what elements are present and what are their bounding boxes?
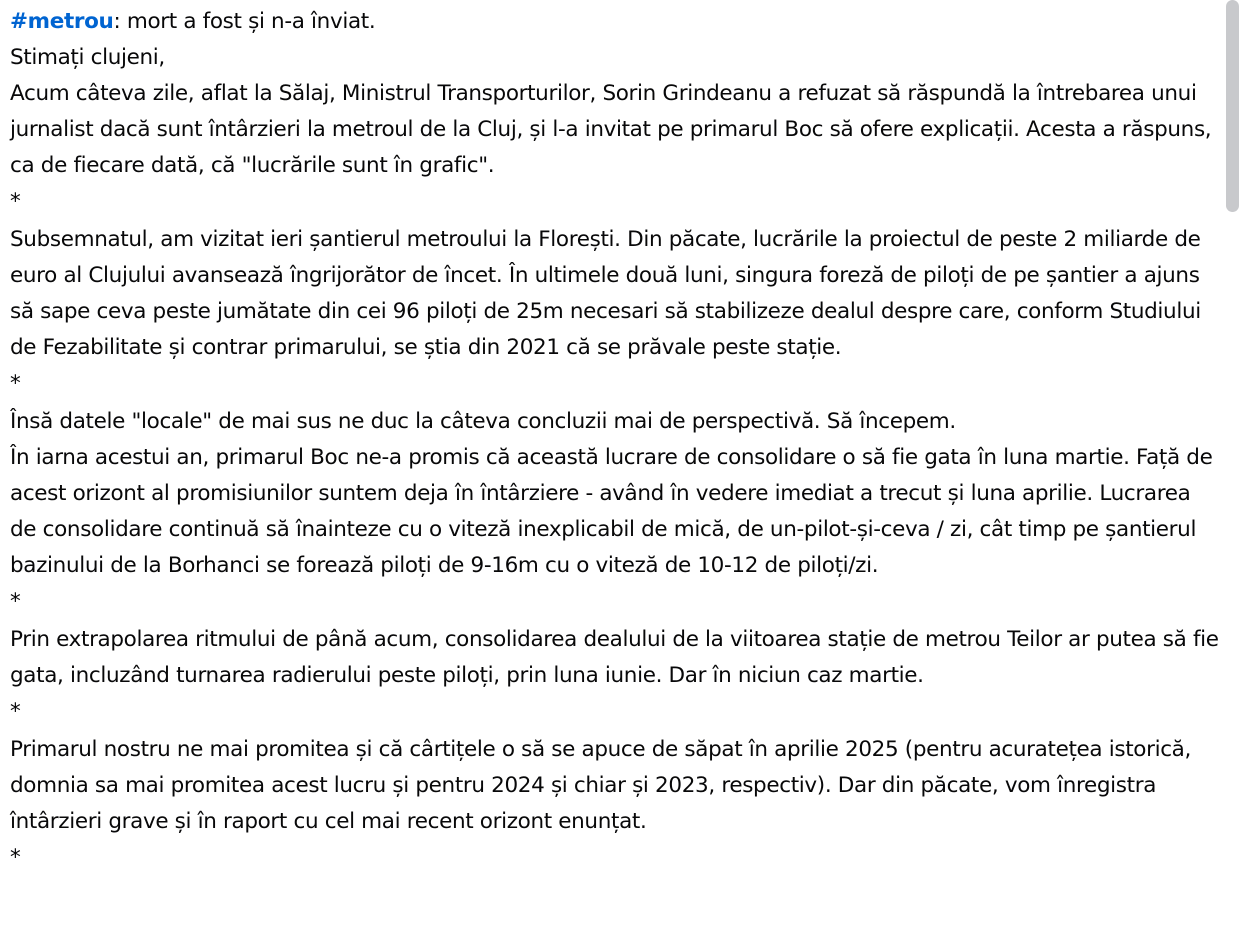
vertical-scrollbar[interactable]	[1222, 0, 1242, 939]
separator-asterisk: *	[10, 371, 21, 396]
post-first-line	[10, 4, 1222, 40]
first-line-text: : mort a fost și n-a înviat.	[113, 9, 376, 34]
scroll-thumb[interactable]	[1226, 0, 1239, 212]
post-paragraph: Însă datele "locale" de mai sus ne duc la câteva concluzii mai de perspectivă. Să începem.	[10, 409, 956, 434]
post-paragraph: Acum câteva zile, aflat la Sălaj, Ministrul Transporturilor, Sorin Grindeanu a refuzat să răspundă la întrebarea unui jurnalist dacă sunt întârzieri la metroul de la Cluj, și l-a invitat pe primarul Boc să ofere explicații. Acesta a răspuns, ca de fiecare dată, că "lucrările sunt în grafic".	[10, 81, 1212, 178]
post-paragraph: Prin extrapolarea ritmului de până acum, consolidarea dealului de la viitoarea stație de metrou Teilor ar putea să fie gata, incluzând turnarea radierului peste piloți, prin luna iunie. Dar în niciun caz martie.	[10, 627, 1219, 688]
post-paragraph: În iarna acestui an, primarul Boc ne-a promis că această lucrare de consolidare o să fie gata în luna martie. Față de acest orizont al promisiunilor suntem deja în întârziere - având în vedere imediat a trecut și luna aprilie. Lucrarea de consolidare continuă să înainteze cu o viteză inexplicabil de mică, de un-pilot-și-ceva / zi, cât timp pe șantierul bazinului de la Borhanci se forează piloți de 9-16m cu o viteză de 10-12 de piloți/zi.	[10, 445, 1213, 578]
post-paragraph: Primarul nostru ne mai promitea și că cârtițele o să se apuce de săpat în aprilie 2025 (pentru acuratețea istorică, domnia sa mai promitea acest lucru și pentru 2024 și chiar și 2023, respectiv). Dar din păcate, vom înregistra întârzieri grave și în raport cu cel mai recent orizont enunțat.	[10, 737, 1191, 834]
post-paragraph: Subsemnatul, am vizitat ieri șantierul metroului la Florești. Din păcate, lucrările la proiectul de peste 2 miliarde de euro al Clujului avansează îngrijorător de încet. În ultimele două luni, singura foreză de piloți de pe șantier a ajuns să sape ceva peste jumătate din cei 96 piloți de 25m necesari să stabilizeze dealul despre care, conform Studiului de Fezabilitate și contrar primarului, se știa din 2021 că se prăvale peste stație.	[10, 227, 1201, 360]
post-paragraph: Stimați clujeni,	[10, 45, 165, 70]
separator-asterisk: *	[10, 699, 21, 724]
hashtag-link[interactable]: #metrou	[10, 9, 114, 34]
post-body	[10, 4, 1222, 876]
separator-asterisk: *	[10, 189, 21, 214]
separator-asterisk: *	[10, 845, 21, 870]
separator-asterisk: *	[10, 589, 21, 614]
